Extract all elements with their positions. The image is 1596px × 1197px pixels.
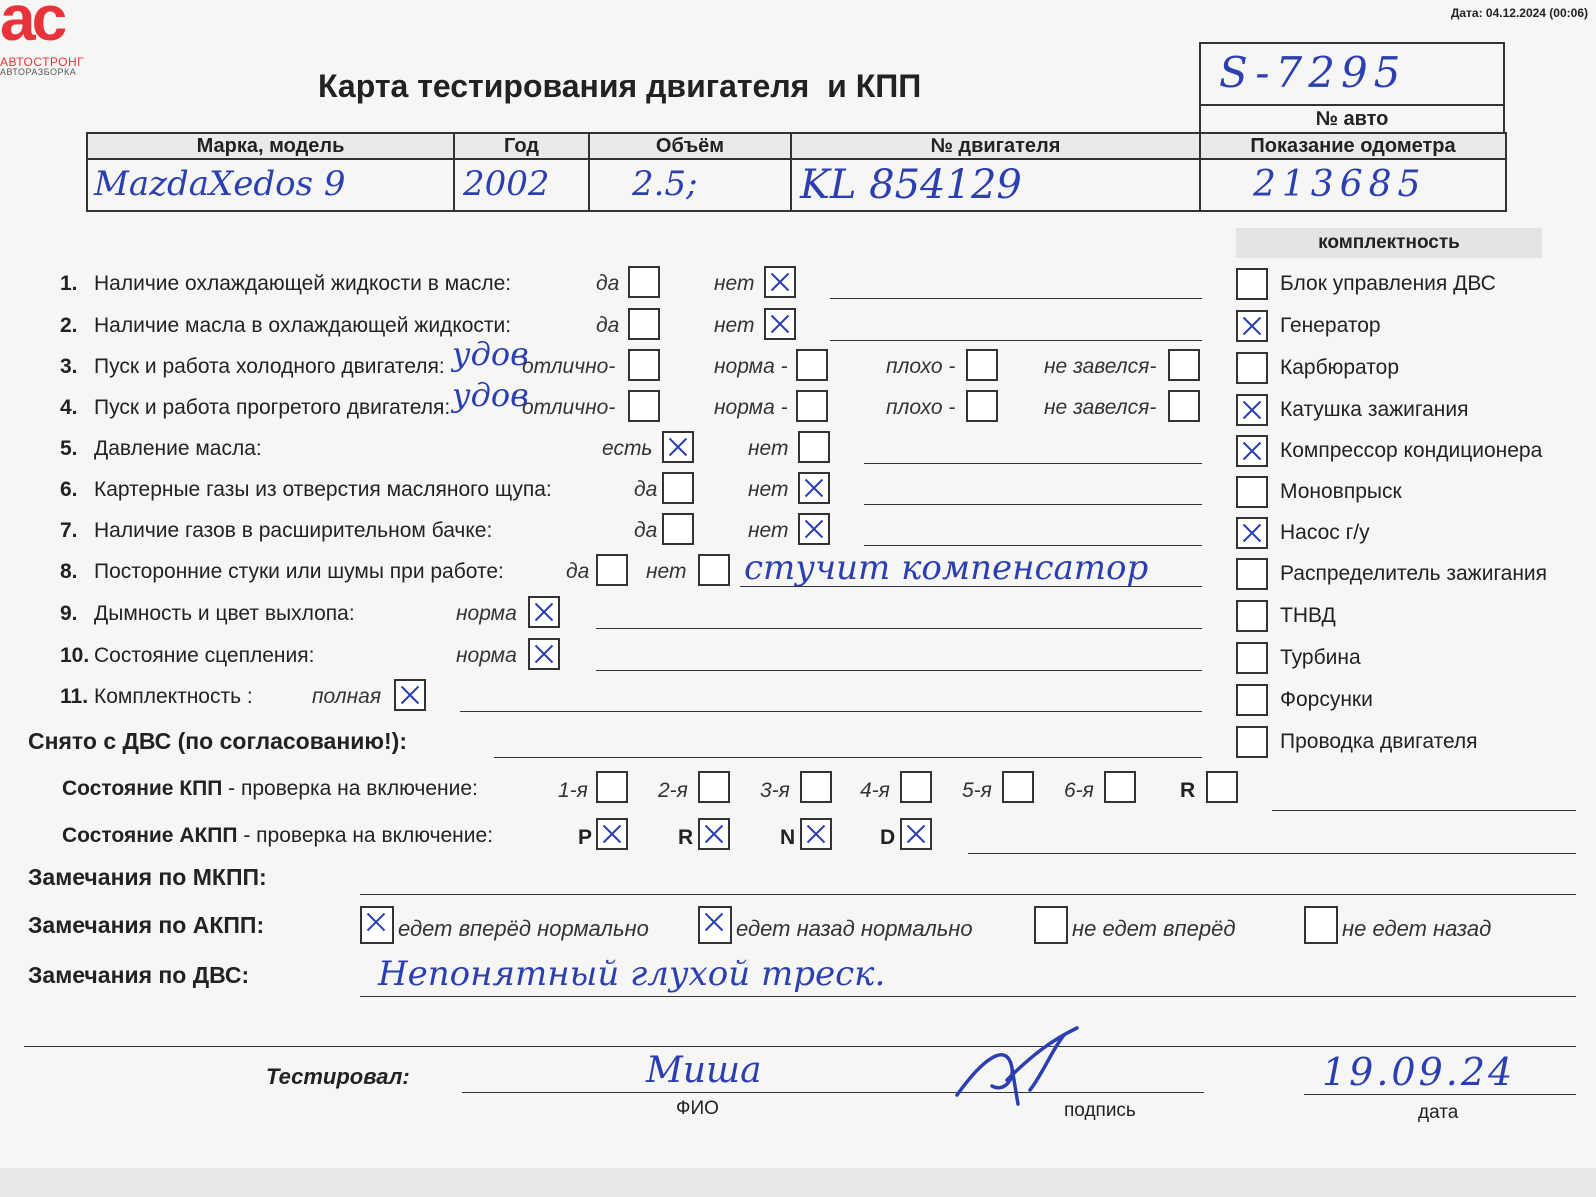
option-full-checkbox[interactable]	[394, 679, 426, 711]
akpp-mode-checkbox[interactable]	[800, 818, 832, 850]
gear-label: 2-я	[658, 779, 688, 802]
year-value: 2002	[463, 164, 550, 204]
rating-option-checkbox[interactable]	[1168, 349, 1200, 381]
question-number: 9.	[60, 602, 78, 625]
signature-icon	[952, 1020, 1092, 1110]
option-yes-checkbox[interactable]	[628, 308, 660, 340]
akpp-remark-checkbox[interactable]	[1034, 906, 1068, 944]
removed-line	[494, 757, 1202, 758]
question-number: 2.	[60, 314, 78, 337]
kpp-label-bold: Состояние КПП	[62, 777, 223, 800]
tester-name: Миша	[646, 1050, 762, 1091]
kpp-line	[1272, 810, 1576, 811]
akpp-mode-label: R	[678, 826, 694, 849]
answer-line	[864, 545, 1202, 546]
model-header: Марка, модель	[88, 134, 453, 158]
completeness-item-label: Моновпрыск	[1280, 480, 1402, 503]
completeness-checkbox[interactable]	[1236, 684, 1268, 716]
question-number: 11.	[60, 685, 89, 708]
completeness-checkbox[interactable]	[1236, 600, 1268, 632]
completeness-item-label: Насос г/у	[1280, 521, 1370, 544]
option-yes-label: да	[596, 272, 620, 295]
question-text: Пуск и работа прогретого двигателя:	[94, 396, 451, 419]
rating-option-checkbox[interactable]	[966, 390, 998, 422]
logo-line1: АВТОСТРОНГ	[0, 55, 85, 69]
logo-line2: АВТОРАЗБОРКА	[0, 67, 77, 77]
akpp-mode-label: D	[880, 826, 896, 849]
answer-line	[596, 628, 1202, 629]
rating-option-checkbox[interactable]	[966, 349, 998, 381]
rating-option-checkbox[interactable]	[796, 349, 828, 381]
question-number: 1.	[60, 272, 78, 295]
completeness-checkbox[interactable]	[1236, 558, 1268, 590]
rating-option-checkbox[interactable]	[628, 390, 660, 422]
question-number: 8.	[60, 560, 78, 583]
option-norm-checkbox[interactable]	[528, 638, 560, 670]
akpp-label-bold: Состояние АКПП	[62, 824, 238, 847]
answer-line	[460, 711, 1202, 712]
page-title: Карта тестирования двигателя и КПП	[318, 68, 922, 104]
handwritten-rating: удов	[452, 335, 529, 373]
engine-value: KL 854129	[800, 162, 1022, 208]
remarks-dvs-line	[360, 996, 1576, 997]
completeness-item-label: Распределитель зажигания	[1280, 562, 1548, 585]
option-no-checkbox[interactable]	[798, 513, 830, 545]
completeness-item-label: Проводка двигателя	[1280, 730, 1478, 753]
date-caption: дата	[1418, 1102, 1459, 1123]
akpp-remark-label: едет вперёд нормально	[398, 916, 649, 941]
question-number: 7.	[60, 519, 78, 542]
gear-checkbox[interactable]	[698, 771, 730, 803]
akpp-remark-checkbox[interactable]	[1304, 906, 1338, 944]
akpp-mode-checkbox[interactable]	[698, 818, 730, 850]
gear-checkbox[interactable]	[800, 771, 832, 803]
remarks-mkpp-label: Замечания по МКПП:	[28, 864, 267, 890]
option-no-checkbox[interactable]	[764, 308, 796, 340]
completeness-item-label: Катушка зажигания	[1280, 398, 1469, 421]
completeness-item-label: Блок управления ДВС	[1280, 272, 1496, 295]
akpp-label-rest: - проверка на включение:	[237, 824, 494, 847]
option-yes-label: есть	[602, 437, 653, 460]
gear-label: 4-я	[860, 779, 890, 802]
rating-option-checkbox[interactable]	[628, 349, 660, 381]
rating-option-label: не завелся-	[1044, 396, 1157, 419]
question-number: 4.	[60, 396, 78, 419]
rating-option-checkbox[interactable]	[796, 390, 828, 422]
option-yes-label: да	[596, 314, 620, 337]
gear-label: 6-я	[1064, 779, 1094, 802]
option-norm-label: норма	[456, 644, 517, 667]
rating-option-label: отлично-	[522, 396, 616, 419]
rating-option-checkbox[interactable]	[1168, 390, 1200, 422]
akpp-remark-label: едет назад нормально	[736, 916, 973, 941]
question-text: Наличие газов в расширительном бачке:	[94, 519, 493, 542]
question-text: Наличие охлаждающей жидкости в масле:	[94, 272, 512, 295]
company-logo	[0, 0, 102, 76]
option-yes-label: да	[634, 478, 658, 501]
completeness-item-label: Турбина	[1280, 646, 1361, 669]
option-yes-checkbox[interactable]	[662, 472, 694, 504]
rating-option-label: норма -	[714, 355, 788, 378]
date-line	[1304, 1094, 1576, 1095]
question-text: Картерные газы из отверстия масляного щупа:	[94, 478, 552, 501]
option-yes-checkbox[interactable]	[628, 266, 660, 298]
remarks-dvs-label: Замечания по ДВС:	[28, 962, 250, 988]
signature-caption: подпись	[1064, 1100, 1136, 1121]
option-no-checkbox[interactable]	[764, 266, 796, 298]
option-no-label: нет	[714, 272, 755, 295]
answer-line	[864, 504, 1202, 505]
year-header: Год	[455, 134, 588, 158]
akpp-line	[968, 853, 1576, 854]
option-no-checkbox[interactable]	[798, 472, 830, 504]
completeness-checkbox[interactable]	[1236, 726, 1268, 758]
vehicle-info-table	[86, 132, 1507, 212]
volume-header: Объём	[590, 134, 790, 158]
gear-checkbox[interactable]	[1002, 771, 1034, 803]
rating-option-label: отлично-	[522, 355, 616, 378]
akpp-remark-checkbox[interactable]	[360, 906, 394, 944]
rating-option-label: норма -	[714, 396, 788, 419]
question-number: 10.	[60, 644, 90, 667]
completeness-item-label: ТНВД	[1280, 604, 1336, 627]
remarks-dvs-text: Непонятный глухой треск.	[378, 954, 886, 994]
option-norm-checkbox[interactable]	[528, 596, 560, 628]
answer-line	[740, 586, 1202, 587]
option-full-label: полная	[312, 685, 382, 708]
rating-option-label: плохо -	[886, 355, 956, 378]
auto-number-value: S-7295	[1219, 48, 1407, 97]
rating-option-label: не завелся-	[1044, 355, 1157, 378]
completeness-item-label: Форсунки	[1280, 688, 1373, 711]
answer-line	[830, 298, 1202, 299]
auto-number-box	[1199, 42, 1505, 132]
question-text: Давление масла:	[94, 437, 262, 460]
question-number: 3.	[60, 355, 78, 378]
test-date: 19.09.24	[1322, 1050, 1516, 1094]
engine-header: № двигателя	[792, 134, 1199, 158]
option-no-label: нет	[646, 560, 687, 583]
completeness-checkbox[interactable]	[1236, 352, 1268, 384]
auto-number-divider	[1201, 104, 1503, 106]
option-yes-checkbox[interactable]	[662, 513, 694, 545]
date-stamp: Дата: 04.12.2024 (00:06)	[1450, 6, 1588, 20]
odometer-header: Показание одометра	[1201, 134, 1505, 158]
gear-checkbox[interactable]	[900, 771, 932, 803]
option-no-checkbox[interactable]	[798, 431, 830, 463]
option-no-label: нет	[714, 314, 755, 337]
signature-line	[1002, 1092, 1204, 1093]
question-number: 6.	[60, 478, 78, 501]
option-yes-checkbox[interactable]	[662, 431, 694, 463]
answer-line	[864, 463, 1202, 464]
gear-label: R	[1180, 779, 1196, 802]
completeness-item-label: Компрессор кондиционера	[1280, 439, 1543, 462]
question-text: Пуск и работа холодного двигателя:	[94, 355, 445, 378]
completeness-checkbox[interactable]	[1236, 310, 1268, 342]
option-norm-label: норма	[456, 602, 517, 625]
akpp-remark-label: не едет вперёд	[1072, 916, 1236, 941]
answer-line	[830, 340, 1202, 341]
separator-line	[24, 1046, 1576, 1047]
page-bottom-fold	[0, 1168, 1596, 1197]
completeness-checkbox[interactable]	[1236, 517, 1268, 549]
option-no-checkbox[interactable]	[698, 554, 730, 586]
option-yes-label: да	[634, 519, 658, 542]
logo-mark: ac	[0, 0, 64, 54]
completeness-item-label: Карбюратор	[1280, 356, 1400, 379]
completeness-item-label: Генератор	[1280, 314, 1381, 337]
completeness-checkbox[interactable]	[1236, 476, 1268, 508]
completeness-checkbox[interactable]	[1236, 642, 1268, 674]
question-text: Наличие масла в охлаждающей жидкости:	[94, 314, 512, 337]
gear-checkbox[interactable]	[1206, 771, 1238, 803]
remarks-mkpp-line	[360, 894, 1576, 895]
kpp-label-rest: - проверка на включение:	[222, 777, 478, 800]
question-number: 5.	[60, 437, 78, 460]
gear-checkbox[interactable]	[1104, 771, 1136, 803]
gear-label: 5-я	[962, 779, 992, 802]
completeness-title: комплектность	[1236, 228, 1542, 258]
tested-label: Тестировал:	[266, 1064, 410, 1089]
option-no-label: нет	[748, 437, 789, 460]
question-text: Комплектность :	[94, 685, 253, 708]
gear-label: 3-я	[760, 779, 790, 802]
kpp-label	[62, 777, 478, 801]
completeness-checkbox[interactable]	[1236, 394, 1268, 426]
akpp-mode-checkbox[interactable]	[596, 818, 628, 850]
question-text: Состояние сцепления:	[94, 644, 315, 667]
option-yes-label: да	[566, 560, 590, 583]
remarks-akpp-label: Замечания по АКПП:	[28, 912, 265, 938]
completeness-checkbox[interactable]	[1236, 435, 1268, 467]
volume-value: 2.5;	[632, 164, 698, 204]
question-text: Дымность и цвет выхлопа:	[94, 602, 355, 625]
odometer-value: 213685	[1253, 164, 1427, 205]
akpp-mode-checkbox[interactable]	[900, 818, 932, 850]
question-text: Посторонние стуки или шумы при работе:	[94, 560, 504, 583]
akpp-mode-label: P	[578, 826, 593, 849]
akpp-mode-label: N	[780, 826, 796, 849]
handwritten-rating: удов	[452, 376, 529, 414]
name-caption: ФИО	[676, 1098, 719, 1119]
akpp-label	[62, 824, 493, 848]
removed-label: Снято с ДВС (по согласованию!):	[28, 728, 407, 754]
option-no-label: нет	[748, 519, 789, 542]
completeness-checkbox[interactable]	[1236, 268, 1268, 300]
rating-option-label: плохо -	[886, 396, 956, 419]
handwritten-noise-note: стучит компенсатор	[744, 548, 1149, 588]
answer-line	[596, 670, 1202, 671]
model-value: MazdaXedos 9	[94, 164, 346, 204]
option-no-label: нет	[748, 478, 789, 501]
auto-number-label: № авто	[1315, 108, 1389, 130]
gear-checkbox[interactable]	[596, 771, 628, 803]
name-line	[462, 1092, 1002, 1093]
gear-label: 1-я	[558, 779, 588, 802]
akpp-remark-label: не едет назад	[1342, 916, 1492, 941]
akpp-remark-checkbox[interactable]	[698, 906, 732, 944]
option-yes-checkbox[interactable]	[596, 554, 628, 586]
